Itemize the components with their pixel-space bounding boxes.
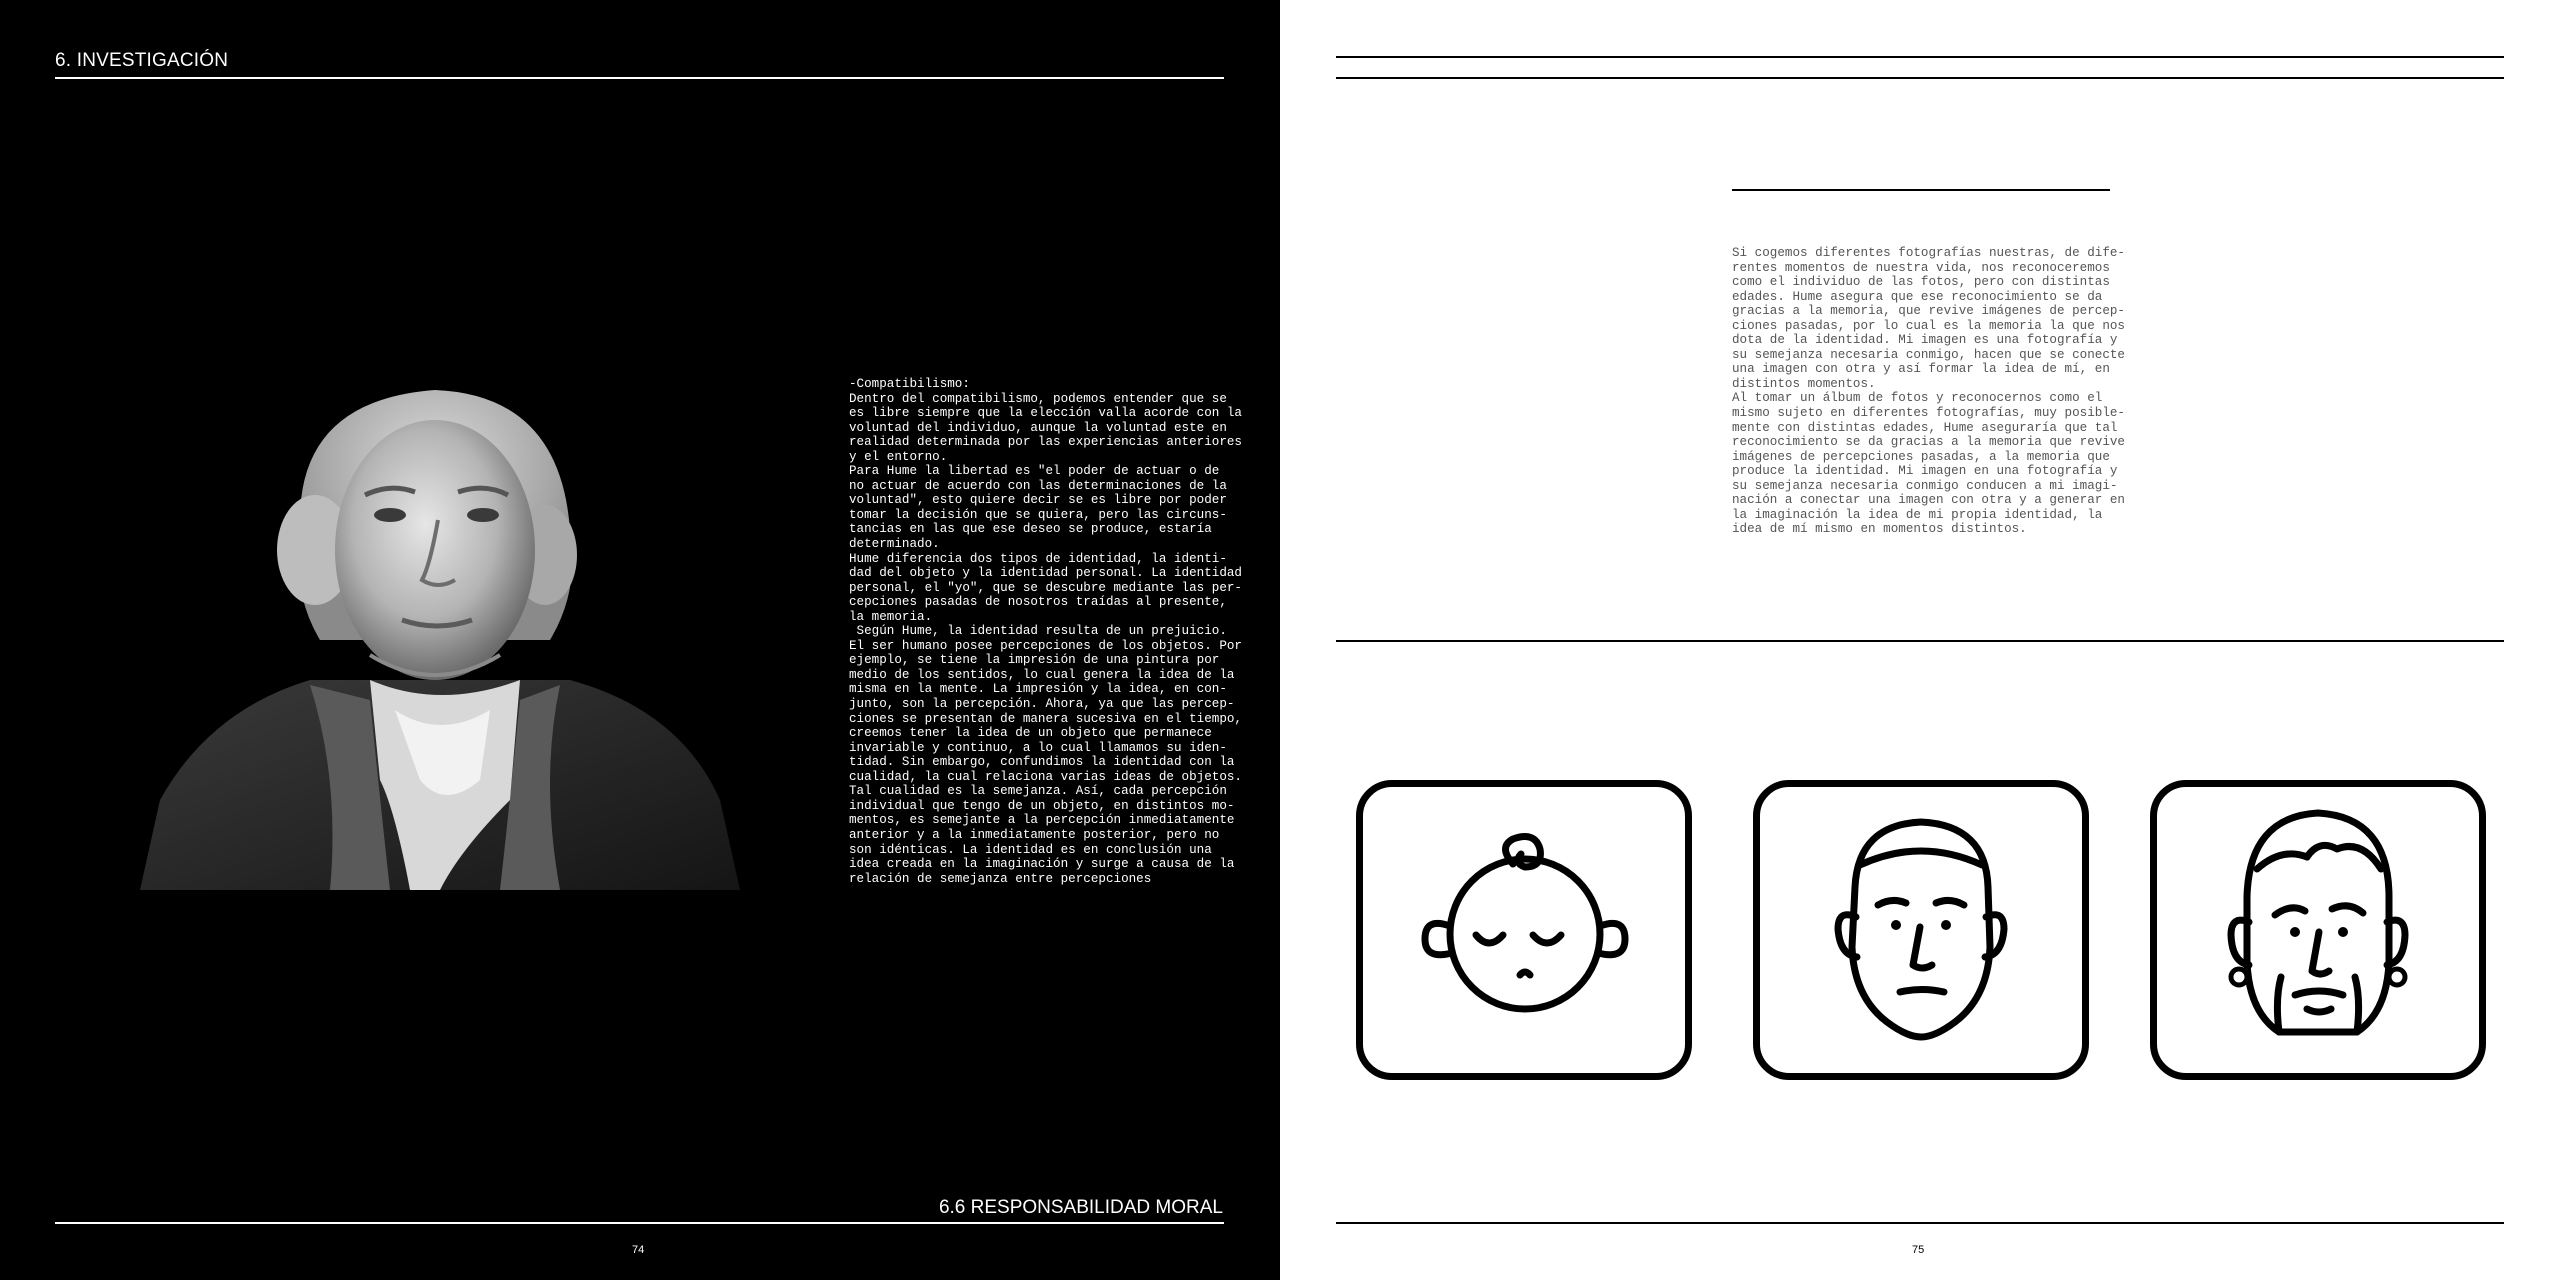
page-number: 75 xyxy=(1912,1244,1925,1256)
compatibilism-text: -Compatibilismo: Dentro del compatibilismo, podemos entender que se es libre siempre que la elección valla acorde con la voluntad del individuo, aunque la voluntad este en realidad determinada por las experiencias anteriores y el entorno. Para Hume la libertad es "el poder de actuar o de no actuar de acuerdo con las determinaciones de la voluntad", esto quiere decir se es libre por poder tomar la decisión que se quiera, pero las circuns- tancias en las que ese deseo se produce, estaría determinado. Hume diferencia dos tipos de identidad, la identi- dad del objeto y la identidad personal. La identidad personal, el "yo", que se descubre mediante las per- cepciones pasadas de nosotros traídas al presente, la memoria. Según Hume, la identidad resulta de un prejuicio. El ser humano posee percepciones de los objetos. Por ejemplo, se tiene la impresión de una pintura por medio de los sentidos, lo cual genera la idea de la misma en la mente. La impresión y la idea, en con- junto, son la percepción. Ahora, ya que las percep- ciones se presentan de manera sucesiva en el tiempo, creemos tener la idea de un objeto que permanece invariable y continuo, a lo cual llamamos su iden- tidad. Sin embargo, confundimos la identidad con la cualidad, la cual relaciona varias ideas de objetos. Tal cualidad es la semejanza. Así, cada percepción individual que tengo de un objeto, en distintos mo- mentos, es semejante a la percepción inmediatamente anterior y a la inmediatamente posterior, pero no son idénticas. La identidad es en conclusión una idea creada en la imaginación y surge a causa de la relación de semejanza entre percepciones xyxy=(849,377,1242,886)
header-rule-top xyxy=(1336,56,2504,58)
hume-portrait xyxy=(140,380,740,890)
young-man-face-icon xyxy=(1760,787,2082,1073)
memory-identity-text: Si cogemos diferentes fotografías nuestras, de dife- rentes momentos de nuestra vida, nos reconoceremos como el individuo de las fotos, pero con distintas edades. Hume asegura que ese reconocimiento se da gracias a la memoria, que revive imágenes de percep- ciones pasadas, por lo cual es la memoria la que nos dota de la identidad. Mi imagen es una fotografía y su semejanza necesaria conmigo, hacen que se conecte una imagen con otra y así formar la idea de mí, en distintos momentos. Al tomar un álbum de fotos y reconocernos como el mismo sujeto en diferentes fotografías, muy posible- mente con distintas edades, Hume aseguraría que tal reconocimiento se da gracias a la memoria que revive imágenes de percepciones pasadas, a la memoria que produce la identidad. Mi imagen en una fotografía y su semejanza necesaria conmigo conducen a mi imagi- nación a conectar una imagen con otra y a generar en la imaginación la idea de mi propia identidad, la idea de mí mismo en momentos distintos. xyxy=(1732,246,2125,537)
header-rule-bottom xyxy=(1336,77,2504,79)
illustration-card-adult-man xyxy=(2150,780,2486,1080)
illustration-card-baby xyxy=(1356,780,1692,1080)
text-block-rule xyxy=(1732,189,2110,191)
middle-rule xyxy=(1336,640,2504,642)
right-page xyxy=(1280,0,2560,1280)
page-number: 74 xyxy=(632,1244,645,1256)
baby-face-icon xyxy=(1363,787,1685,1073)
footer-rule xyxy=(1336,1222,2504,1224)
header-rule xyxy=(55,77,1224,79)
illustration-card-young-man xyxy=(1753,780,2089,1080)
subsection-title: 6.6 RESPONSABILIDAD MORAL xyxy=(938,1197,1223,1218)
section-title: 6. INVESTIGACIÓN xyxy=(55,50,229,71)
adult-man-face-icon xyxy=(2157,787,2479,1073)
footer-rule xyxy=(55,1222,1224,1224)
